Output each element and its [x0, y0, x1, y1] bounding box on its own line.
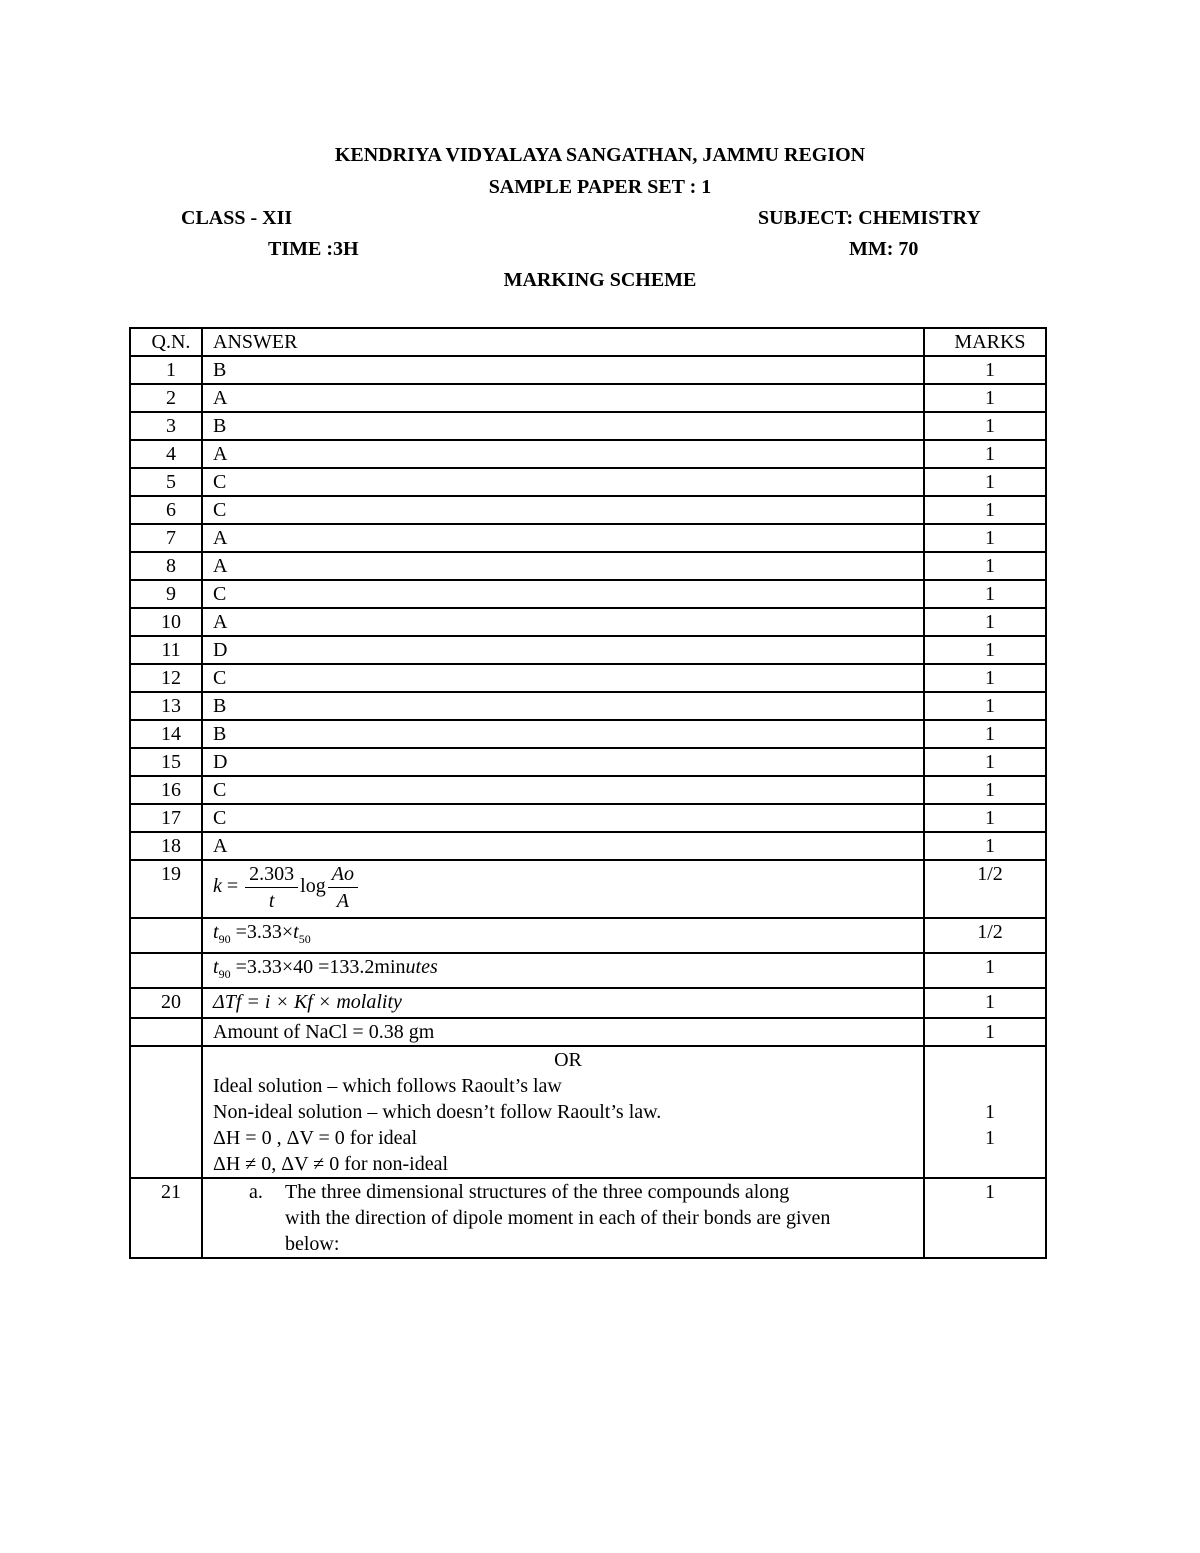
- marks-cell: 1: [924, 832, 1046, 860]
- marks-cell: 1: [924, 748, 1046, 776]
- qn-cell: 21: [130, 1178, 202, 1258]
- table-row: [130, 412, 1046, 440]
- table-row: [130, 496, 1046, 524]
- answer-cell: D: [202, 636, 924, 664]
- qn-cell: 10: [130, 608, 202, 636]
- marks-cell: 1: [924, 608, 1046, 636]
- qn-cell: [130, 1046, 202, 1178]
- header-answer: ANSWER: [202, 328, 924, 356]
- marking-scheme-table: [129, 327, 1047, 1259]
- table-row: [130, 832, 1046, 860]
- marks-spacer: [935, 1047, 1045, 1073]
- answer-cell: A: [202, 608, 924, 636]
- answer-cell: C: [202, 804, 924, 832]
- table-row: [130, 524, 1046, 552]
- marks-cell: 1: [924, 636, 1046, 664]
- marks-cell: 1: [924, 384, 1046, 412]
- qn-cell: 13: [130, 692, 202, 720]
- org-title: KENDRIYA VIDYALAYA SANGATHAN, JAMMU REGION: [334, 144, 866, 166]
- table-row: [130, 664, 1046, 692]
- subject-label: SUBJECT: CHEMISTRY: [758, 207, 981, 229]
- formula-t: t: [293, 921, 299, 943]
- header-marks: MARKS: [924, 328, 1046, 356]
- q19-row-1: [130, 860, 1046, 918]
- marks-cell: 1: [924, 776, 1046, 804]
- marks-cell: 1: [924, 524, 1046, 552]
- q21-answer: [202, 1178, 924, 1258]
- freezing-point-formula: ΔTf = i × Kf × molality: [202, 988, 924, 1018]
- marks-cell: 1: [924, 496, 1046, 524]
- qn-cell: 16: [130, 776, 202, 804]
- table-row: [130, 608, 1046, 636]
- rate-formula: [202, 860, 924, 918]
- qn-cell: 19: [130, 860, 202, 918]
- q19-row-2: [130, 918, 1046, 953]
- q20-row-2: [130, 1018, 1046, 1046]
- formula-k: k: [213, 875, 222, 898]
- table-row: [130, 692, 1046, 720]
- marks-cell: 1: [924, 356, 1046, 384]
- q21-label: a.: [249, 1181, 263, 1203]
- table-row: [130, 384, 1046, 412]
- marks-spacer: [935, 1073, 1045, 1099]
- answer-cell: A: [202, 440, 924, 468]
- formula-eq: =: [226, 875, 239, 898]
- formula-t: t: [213, 921, 219, 943]
- formula-log: log: [300, 875, 326, 898]
- marks-line: 1: [985, 1127, 995, 1149]
- marks-cell: 1: [924, 988, 1046, 1018]
- formula-sub: 90: [218, 967, 231, 981]
- answer-cell: A: [202, 832, 924, 860]
- table-row: [130, 468, 1046, 496]
- marks-cell: 1: [924, 664, 1046, 692]
- answer-cell: B: [202, 692, 924, 720]
- qn-cell: 14: [130, 720, 202, 748]
- marks-cell: 1: [924, 720, 1046, 748]
- formula-eq: =3.33×: [235, 921, 294, 943]
- header-qn: Q.N.: [130, 328, 202, 356]
- table-row: [130, 720, 1046, 748]
- table-row: [130, 580, 1046, 608]
- q19-row-3: [130, 953, 1046, 988]
- q21-text-first: The three dimensional structures of the three compounds along: [285, 1181, 790, 1203]
- qn-cell: 4: [130, 440, 202, 468]
- table-row: [130, 636, 1046, 664]
- table-row: [130, 804, 1046, 832]
- q21-text-rest: with the direction of dipole moment in each of their bonds are given below:: [285, 1207, 831, 1255]
- fraction-2303-t: [245, 861, 298, 914]
- answer-cell: B: [202, 356, 924, 384]
- qn-cell: [130, 1018, 202, 1046]
- qn-cell: 20: [130, 988, 202, 1018]
- qn-cell: 6: [130, 496, 202, 524]
- fraction-num: Ao: [328, 861, 358, 888]
- table-row: [130, 748, 1046, 776]
- q21-row: [130, 1178, 1046, 1258]
- time-label: TIME :3H: [268, 238, 359, 260]
- answer-cell: A: [202, 384, 924, 412]
- or-line-2: Non-ideal solution – which doesn’t follow Raoult’s law.: [213, 1101, 662, 1123]
- qn-cell: 2: [130, 384, 202, 412]
- qn-cell: 1: [130, 356, 202, 384]
- table-row: [130, 552, 1046, 580]
- qn-cell: 15: [130, 748, 202, 776]
- answer-cell: A: [202, 524, 924, 552]
- table-header-row: [130, 328, 1046, 356]
- or-line-4: ΔH ≠ 0, ΔV ≠ 0 for non-ideal: [213, 1153, 449, 1175]
- table-row: [130, 356, 1046, 384]
- formula-t: t: [213, 956, 219, 978]
- qn-cell: 17: [130, 804, 202, 832]
- qn-cell: 9: [130, 580, 202, 608]
- fraction-num: 2.303: [245, 861, 298, 888]
- fraction-den: A: [336, 890, 349, 912]
- qn-cell: 12: [130, 664, 202, 692]
- table-row: [130, 776, 1046, 804]
- q20-row-3: [130, 1046, 1046, 1178]
- marks-cell: 1: [924, 953, 1046, 988]
- or-line-3: ΔH = 0 , ΔV = 0 for ideal: [213, 1127, 417, 1149]
- marks-cell: [924, 1046, 1046, 1178]
- marks-cell: 1: [924, 468, 1046, 496]
- answer-cell: C: [202, 580, 924, 608]
- answer-cell: C: [202, 776, 924, 804]
- marks-cell: 1/2: [924, 860, 1046, 918]
- marks-cell: 1: [924, 1178, 1046, 1258]
- qn-cell: 18: [130, 832, 202, 860]
- marks-line: 1: [985, 1101, 995, 1123]
- or-answer: [202, 1046, 924, 1178]
- formula-sub: 90: [218, 932, 231, 946]
- answer-cell: B: [202, 412, 924, 440]
- q21-first-line: [213, 1179, 923, 1205]
- max-marks-label: MM: 70: [849, 238, 919, 260]
- q20-row-1: [130, 988, 1046, 1018]
- marks-cell: 1/2: [924, 918, 1046, 953]
- qn-cell: 3: [130, 412, 202, 440]
- qn-cell: 8: [130, 552, 202, 580]
- or-label: OR: [554, 1049, 582, 1071]
- qn-cell: 5: [130, 468, 202, 496]
- marks-cell: 1: [924, 692, 1046, 720]
- answer-cell: C: [202, 496, 924, 524]
- formula-sub: 50: [298, 932, 311, 946]
- fraction-ao-a: [328, 861, 358, 914]
- fraction-den: t: [268, 890, 275, 912]
- formula-utes: utes: [405, 956, 438, 978]
- formula-rest: =3.33×40 =133.2min: [235, 956, 406, 978]
- marks-cell: 1: [924, 552, 1046, 580]
- scheme-title: MARKING SCHEME: [503, 269, 697, 291]
- answer-cell: C: [202, 468, 924, 496]
- qn-cell: [130, 918, 202, 953]
- qn-cell: [130, 953, 202, 988]
- marks-cell: 1: [924, 804, 1046, 832]
- marks-cell: 1: [924, 440, 1046, 468]
- marks-cell: 1: [924, 412, 1046, 440]
- t90-formula: [202, 918, 924, 953]
- marks-cell: 1: [924, 580, 1046, 608]
- class-label: CLASS - XII: [181, 207, 293, 229]
- or-line-1: Ideal solution – which follows Raoult’s law: [213, 1075, 562, 1097]
- qn-cell: 7: [130, 524, 202, 552]
- marks-cell: 1: [924, 1018, 1046, 1046]
- paper-title: SAMPLE PAPER SET : 1: [488, 176, 712, 198]
- qn-cell: 11: [130, 636, 202, 664]
- table-row: [130, 440, 1046, 468]
- answer-cell: D: [202, 748, 924, 776]
- answer-cell: A: [202, 552, 924, 580]
- amount-nacl: Amount of NaCl = 0.38 gm: [202, 1018, 924, 1046]
- answer-cell: C: [202, 664, 924, 692]
- t90-result: [202, 953, 924, 988]
- answer-cell: B: [202, 720, 924, 748]
